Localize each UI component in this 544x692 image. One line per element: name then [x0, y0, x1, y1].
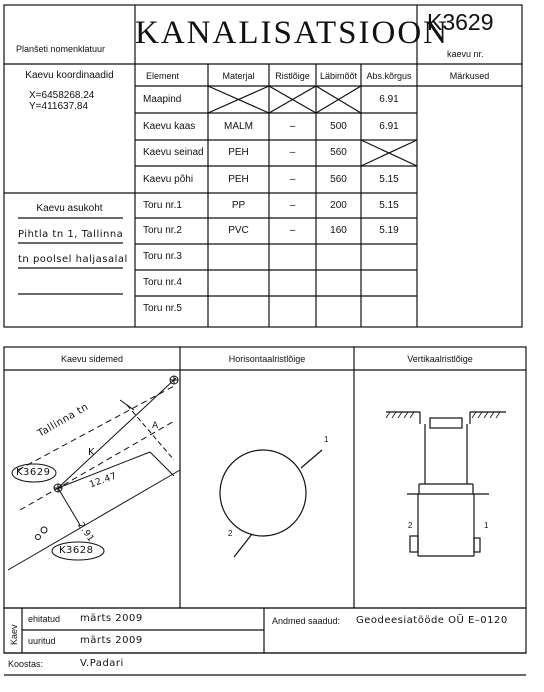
table-cell-cross: –	[289, 147, 296, 158]
table-cell-diameter: 200	[330, 200, 347, 211]
location-line-1: Pihtla tn 1, Tallinna	[18, 229, 124, 240]
a-label: A	[152, 421, 159, 431]
col-header-material: Materjal	[222, 71, 255, 81]
distance-label: 2.91	[74, 520, 96, 545]
built-label: ehitatud	[28, 614, 61, 624]
compiled-label: Koostas:	[8, 659, 44, 669]
horizontal-title: Horisontaalristlõige	[228, 354, 306, 364]
pipe-2-label: 2	[228, 529, 233, 538]
table-cell-diameter: 500	[330, 121, 347, 132]
table-cell-material: PVC	[228, 225, 249, 236]
data-source: Geodeesiatööde OÜ E–0120	[356, 615, 508, 626]
table-cell-cross: –	[289, 200, 296, 211]
table-cell-element: Toru nr.1	[143, 200, 182, 211]
table-cell-element: Toru nr.3	[143, 251, 182, 262]
table-cell-diameter: 160	[330, 225, 347, 236]
well-label: K3629	[16, 467, 51, 478]
well-nr-label: kaevu nr.	[447, 49, 484, 59]
k-label: K	[88, 447, 96, 458]
table-cell-element: Toru nr.5	[143, 303, 182, 314]
planset-label: Planšeti nomenklatuur	[16, 44, 106, 54]
ties-title: Kaevu sidemed	[60, 354, 124, 364]
vertical-section-sketch	[386, 412, 506, 556]
table-cell-cross: –	[289, 174, 296, 185]
distance-label: 12.47	[88, 471, 119, 491]
street-label: Tallinna tn	[36, 401, 91, 440]
table-cell-material: PEH	[228, 174, 249, 185]
col-header-abs: Abs.kõrgus	[366, 71, 412, 81]
pipe-1-label: 1	[324, 435, 329, 444]
table-cell-cross: –	[289, 225, 296, 236]
table-cell-abs: 6.91	[379, 121, 399, 132]
col-header-diameter: Läbimõõt	[319, 71, 358, 81]
table-cell-element: Maapind	[143, 94, 182, 105]
table-cell-diameter: 560	[330, 147, 347, 158]
table-cell-material: MALM	[224, 121, 253, 132]
table-cell-diameter: 560	[330, 174, 347, 185]
other-well-label: K3628	[59, 545, 94, 556]
table-cell-element: Kaevu põhi	[143, 174, 194, 185]
page-title: KANALISATSIOON	[135, 15, 449, 51]
col-header-element: Element	[145, 71, 180, 81]
table-cell-element: Toru nr.2	[143, 225, 182, 236]
well-code: K3629	[427, 9, 494, 35]
built-date: märts 2009	[80, 613, 143, 624]
measured-date: märts 2009	[80, 635, 143, 646]
table-cell-material: PP	[231, 200, 246, 211]
vertical-title: Vertikaalristlõige	[407, 354, 473, 364]
compiled-by: V.Padari	[80, 658, 124, 669]
table-cell-abs: 5.15	[379, 200, 399, 211]
coord-y: Y=411637.84	[29, 101, 89, 112]
table-cell-abs: 6.91	[379, 94, 399, 105]
col-header-notes: Märkused	[449, 71, 490, 81]
coords-label: Kaevu koordinaadid	[25, 70, 114, 81]
table-cell-element: Kaevu kaas	[143, 121, 196, 132]
coord-x: X=6458268.24	[29, 90, 95, 101]
table-cell-element: Kaevu seinad	[143, 147, 204, 158]
data-source-label: Andmed saadud:	[272, 616, 341, 626]
table-cell-cross: –	[289, 121, 296, 132]
location-label: Kaevu asukoht	[36, 203, 103, 214]
table-cell-material: PEH	[228, 147, 249, 158]
pipe-2-label: 2	[408, 521, 413, 530]
table-cell-element: Toru nr.4	[143, 277, 182, 288]
table-cell-abs: 5.19	[379, 225, 399, 236]
measured-label: uuritud	[28, 636, 56, 646]
col-header-cross: Ristlõige	[275, 71, 310, 81]
kaev-label: Kaev	[9, 624, 19, 645]
horizontal-section-sketch	[220, 450, 322, 557]
location-line-2: tn poolsel haljasalal	[18, 254, 128, 265]
table-cell-abs: 5.15	[379, 174, 399, 185]
pipe-1-label: 1	[484, 521, 489, 530]
